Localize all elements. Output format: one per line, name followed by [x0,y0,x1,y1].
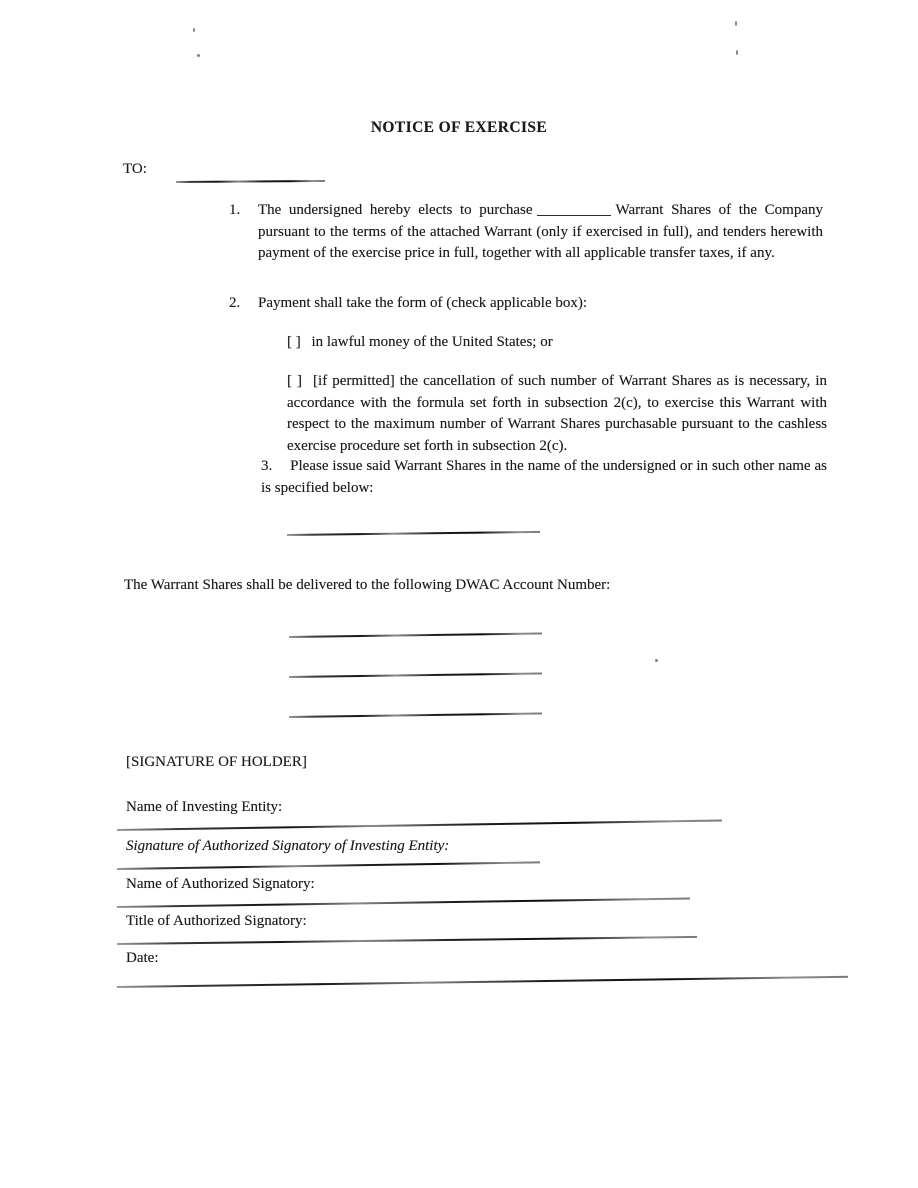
scan-speck [735,21,737,26]
field-label-signatory-title: Title of Authorized Signatory: [126,913,307,929]
item-2-number: 2. [229,295,241,311]
scan-speck [193,28,195,32]
item-2-text: Payment shall take the form of (check applicable box): [258,295,588,311]
scan-speck [736,50,738,55]
item-1-number: 1. [229,202,241,218]
field-label-date: Date: [126,950,159,966]
signatory-name-line [117,897,690,908]
document-title: NOTICE OF EXERCISE [370,119,548,136]
payment-option-lawful-money [287,332,827,354]
shares-count-blank-line [537,202,611,216]
numbered-item-2 [229,293,849,315]
to-blank-line [176,180,325,183]
dwac-blank-line-3 [289,712,542,718]
payment-option-1-text: in lawful money of the United States; or [311,334,553,350]
checkbox-1: [ ] [287,334,301,350]
scan-speck [655,659,658,662]
authorized-signature-line [117,861,540,870]
issue-name-blank-line [287,531,540,536]
date-line [117,976,848,988]
field-label-investing-entity: Name of Investing Entity: [126,799,283,815]
numbered-item-1 [229,200,823,265]
item-3-number: 3. [261,458,273,474]
scan-speck [197,54,200,57]
payment-option-2-text: [if permitted] the cancellation of such number of Warrant Shares as is necessary, in accordance with the formula set forth in subsection 2(c), to exercise this Warrant with respect to the maximum number of Warrant Shares purchasable pursuant to the cashless exercise procedure set forth in subsection 2(c). [287,373,827,454]
dwac-instruction: The Warrant Shares shall be delivered to the following DWAC Account Number: [124,577,611,593]
field-label-authorized-signature: Signature of Authorized Signatory of Investing Entity: [126,838,450,854]
to-label: TO: [123,161,147,177]
investing-entity-line [117,819,722,831]
signature-heading: [SIGNATURE OF HOLDER] [126,754,307,770]
payment-option-cashless [287,371,827,457]
checkbox-2: [ ] [287,373,303,389]
signatory-title-line [117,936,697,945]
item-1-text: The undersigned hereby elects to purchase Warrant Shares of the Company pursuant to the terms of the attached Warrant (only if exercised in full), and tenders herewith payment of the exercise price in full, together with all applicable transfer taxes, if any. [258,202,823,262]
dwac-blank-line-2 [289,672,542,678]
dwac-blank-line-1 [289,632,542,638]
item-3-text: Please issue said Warrant Shares in the name of the undersigned or in such other name as is specified below: [261,458,828,496]
field-label-signatory-name: Name of Authorized Signatory: [126,876,315,892]
numbered-item-3 [261,456,827,499]
